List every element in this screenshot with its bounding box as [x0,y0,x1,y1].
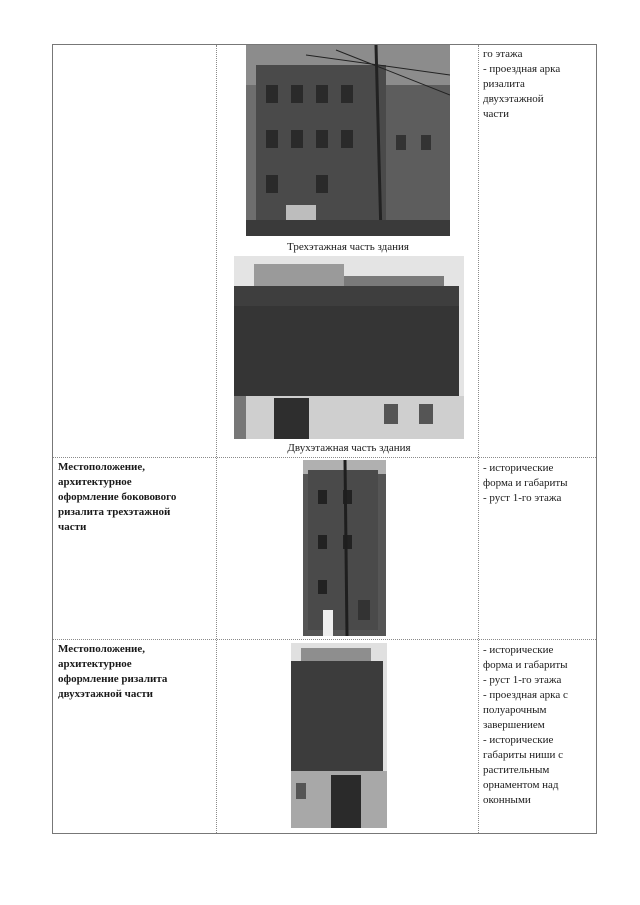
row1-features [483,47,593,122]
feature-line: го этажа [483,48,523,60]
feature-line: растительным [483,764,550,776]
feature-line: - руст 1-го этажа [483,492,562,504]
photo-two-storey-part [234,256,464,439]
feature-line: - проездная арка с [483,689,568,701]
photo-caption: Трехэтажная часть здания [287,241,409,253]
description-line: Местоположение, [58,461,146,473]
row3-description [58,642,213,702]
photo-side-risalit [303,460,386,636]
description-line: архитектурное [58,658,132,670]
description-line: оформление ризалита [58,673,168,685]
row-divider [53,639,596,640]
document-table [52,44,597,834]
feature-line: габариты ниши с [483,749,563,761]
column-divider [216,45,217,833]
description-line: архитектурное [58,476,132,488]
feature-line: форма и габариты [483,477,568,489]
feature-line: - исторические [483,734,554,746]
feature-line: орнаментом над [483,779,559,791]
photo-caption: Двухэтажная часть здания [287,442,411,454]
row-divider [53,457,596,458]
description-line: Местоположение, [58,643,146,655]
row2-features [483,461,593,506]
row2-description [58,460,213,535]
feature-line: - руст 1-го этажа [483,674,562,686]
feature-line: - проездная арка [483,63,561,75]
feature-line: части [483,108,509,120]
feature-line: оконными [483,794,531,806]
photo-two-storey-risalit [291,643,387,828]
feature-line: - исторические [483,462,554,474]
feature-line: завершением [483,719,545,731]
feature-line: двухэтажной [483,93,544,105]
feature-line: - исторические [483,644,554,656]
description-line: двухэтажной части [58,688,154,700]
description-line: части [58,521,87,533]
column-divider [478,45,479,833]
feature-line: полуарочным [483,704,547,716]
photo-three-storey-part [246,45,450,236]
feature-line: форма и габариты [483,659,568,671]
feature-line: ризалита [483,78,525,90]
description-line: оформление боковового [58,491,177,503]
row3-features [483,643,593,808]
description-line: ризалита трехэтажной [58,506,171,518]
